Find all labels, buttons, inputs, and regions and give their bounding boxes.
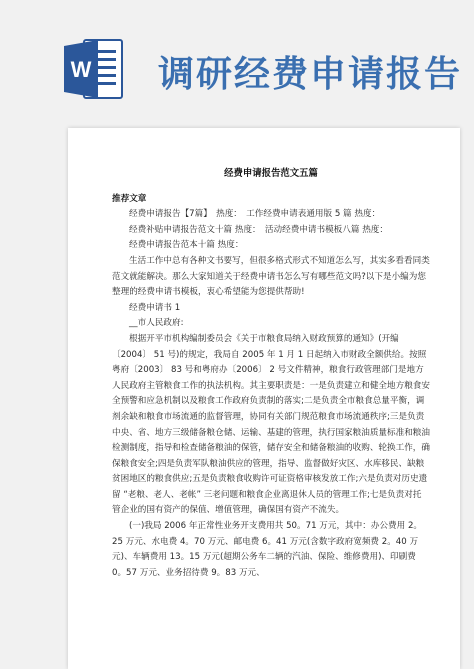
paragraph-list <box>112 207 430 581</box>
document-title: 经费申请报告范文五篇 <box>224 168 318 179</box>
banner-title: 调研经费申请报告 <box>158 54 463 95</box>
paragraph: __市人民政府: <box>129 318 184 329</box>
paragraph: (一)我局 2006 年正常性业务开支费用共 50。71 万元，其中：办公费用 2。25 万元、水电费 4。70 万元、邮电费 6。41 万元(含数字政府宽频费 2。40 万元)、车辆费用 13。15 万元(超期公务车二辆的汽油、保险、维修费用)、印刷费 0。57 万元、业务招待费 9。83 万元、 <box>112 521 423 578</box>
banner <box>0 0 474 118</box>
paragraph: 经费补贴申请报告范文十篇 热度： 活动经费申请书模板八篇 热度： <box>129 224 388 235</box>
paragraph: 经费申请报告范本十篇 热度： <box>129 240 244 251</box>
paragraph: 根据开平市机构编制委员会《关于市粮食局纳入财政预算的通知》(开编〔2004〕 51 号)的规定，我局自 2005 年 1 月 1 日起纳入市财政全额供给。按照粤府〔2003〕 83 号和粤府办〔2006〕 2 号文件精神，粮食行政管理部门是地方人民政府主管粮食工作的执法机构。其主要职责是：一是负责建立和健全地方粮食安全预警和应急机制以及粮食工作政府负责制的落实;二是负责全市粮食总量平衡，调剂余缺和粮食市场流通的监督管理，协同有关部门规范粮食市场流通秩序;三是负责中央、省、地方三级储备粮仓储、运输、基建的管理，执行国家粮油质量标准和粮油检测制度，指导和检查储备粮油的保管，储存安全和储备粮油的收购、轮换工作，确保粮食安全;四是负责军队粮油供应的管理，指导、监督做好灾区、水库移民、缺粮贫困地区的粮食供应;五是负责粮食收购许可证资格审核发放工作;六是负责对历史遗留 “老粮、老人、老帐” 三老问题和粮食企业离退休人员的管理工作;七是负责对托管企业的国有资产的保值、增值管理，确保国有资产不流失。 <box>112 333 430 516</box>
document-body <box>112 166 430 581</box>
word-document-icon <box>64 36 124 102</box>
paragraph: 经费申请报告【7篇】 热度： 工作经费申请表通用版 5 篇 热度： <box>129 209 381 220</box>
paragraph: 生活工作中总有各种文书要写，但很多格式形式不知道怎么写，其实多看看同类范文就能解决。那么大家知道关于经费申请书怎么写有哪些范文吗?以下是小编为您整理的经费申请书模板，衷心希望能为您提供帮助! <box>112 255 430 298</box>
word-icon-letter: W <box>70 57 92 82</box>
section-heading: 推荐文章 <box>112 193 147 204</box>
paragraph: 经费申请书 1 <box>129 302 181 313</box>
document-page <box>68 128 460 669</box>
